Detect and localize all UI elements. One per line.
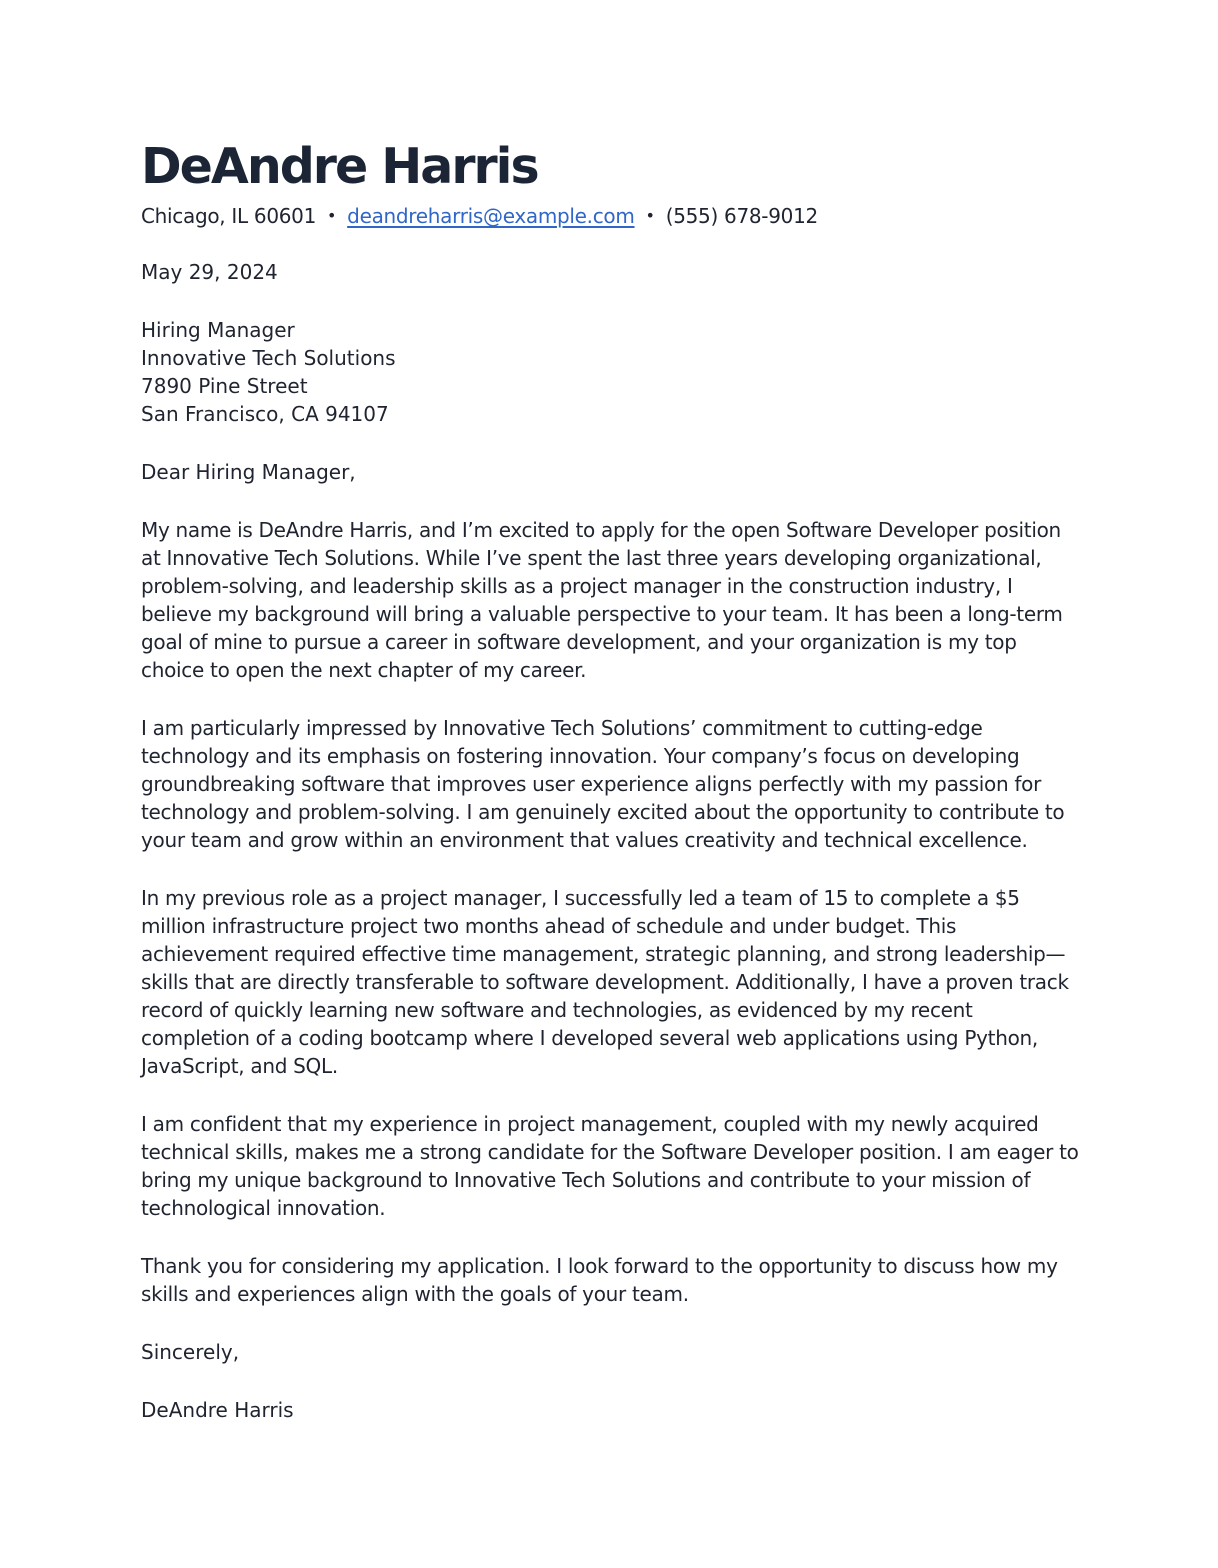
- closing: Sincerely,: [141, 1340, 240, 1364]
- body-paragraph: Thank you for considering my application. I look forward to the opportunity to discuss how my skills and experiences align with the goals of your team.: [141, 1254, 1058, 1306]
- letter-body: [141, 516, 1081, 1308]
- cover-letter: [141, 136, 1081, 1424]
- recipient-company: Innovative Tech Solutions: [141, 346, 396, 370]
- recipient-city: San Francisco, CA 94107: [141, 402, 389, 426]
- body-paragraph: In my previous role as a project manager, I successfully led a team of 15 to complete a $5 million infrastructure project two months ahead of schedule and under budget. This achievement required effective time management, strategic planning, and strong leadership—skills that are directly transferable to software development. Additionally, I have a proven track record of quickly learning new software and technologies, as evidenced by my recent completion of a coding bootcamp where I developed several web applications using Python, JavaScript, and SQL.: [141, 886, 1069, 1078]
- bullet-separator: •: [327, 206, 337, 225]
- body-paragraph: I am particularly impressed by Innovative Tech Solutions’ commitment to cutting-edge technology and its emphasis on fostering innovation. Your company’s focus on developing groundbreaking software that improves user experience aligns perfectly with my passion for technology and problem-solving. I am genuinely excited about the opportunity to contribute to your team and grow within an environment that values creativity and technical excellence.: [141, 716, 1065, 852]
- letter-date: May 29, 2024: [141, 260, 278, 284]
- email-link[interactable]: deandreharris@example.com: [347, 204, 635, 228]
- recipient-street: 7890 Pine Street: [141, 374, 308, 398]
- applicant-name: DeAndre Harris: [141, 138, 538, 195]
- salutation: Dear Hiring Manager,: [141, 460, 356, 484]
- location-text: Chicago, IL 60601: [141, 204, 317, 228]
- signature-name: DeAndre Harris: [141, 1398, 294, 1422]
- recipient-title: Hiring Manager: [141, 318, 295, 342]
- contact-line: [141, 202, 1081, 230]
- body-paragraph: My name is DeAndre Harris, and I’m excited to apply for the open Software Developer position at Innovative Tech Solutions. While I’ve spent the last three years developing organizational, problem-solving, and leadership skills as a project manager in the construction industry, I believe my background will bring a valuable perspective to your team. It has been a long-term goal of mine to pursue a career in software development, and your organization is my top choice to open the next chapter of my career.: [141, 518, 1063, 682]
- body-paragraph: I am confident that my experience in project management, coupled with my newly acquired technical skills, makes me a strong candidate for the Software Developer position. I am eager to bring my unique background to Innovative Tech Solutions and contribute to your mission of technological innovation.: [141, 1112, 1079, 1220]
- bullet-separator: •: [645, 206, 655, 225]
- phone-text: (555) 678-9012: [665, 204, 818, 228]
- recipient-address: [141, 316, 1081, 428]
